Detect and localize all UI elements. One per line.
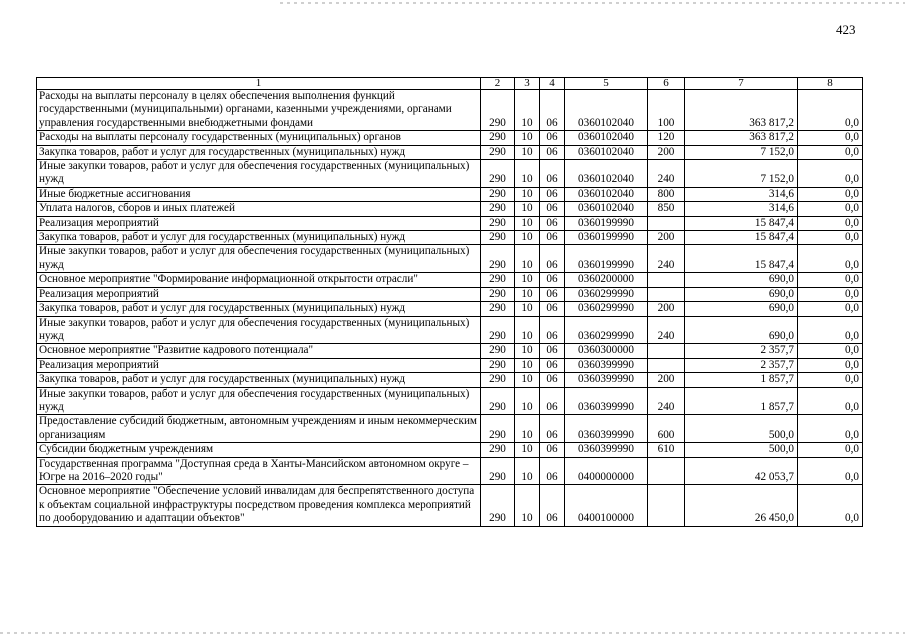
row-amount-cell: 314,6: [685, 187, 798, 201]
row-expense-type-cell: 850: [648, 202, 685, 216]
row-section-cell: 10: [515, 160, 540, 188]
row-amount-2-cell: 0,0: [798, 457, 863, 485]
row-target-article-cell: 0360399990: [565, 387, 648, 415]
row-subsection-cell: 06: [540, 287, 565, 301]
row-code-cell: 290: [481, 302, 515, 316]
row-expense-type-cell: 600: [648, 415, 685, 443]
row-code-cell: 290: [481, 145, 515, 159]
row-name-cell: Закупка товаров, работ и услуг для государственных (муниципальных) нужд: [37, 302, 481, 316]
row-subsection-cell: 06: [540, 415, 565, 443]
row-code-cell: 290: [481, 273, 515, 287]
row-name-cell: Государственная программа "Доступная среда в Ханты-Мансийском автономном округе – Югре на 2016–2020 годы": [37, 457, 481, 485]
row-amount-2-cell: 0,0: [798, 387, 863, 415]
row-amount-2-cell: 0,0: [798, 131, 863, 145]
page-number: 423: [836, 22, 856, 37]
row-section-cell: 10: [515, 316, 540, 344]
row-amount-2-cell: 0,0: [798, 316, 863, 344]
table-row: [37, 216, 863, 230]
row-expense-type-cell: 240: [648, 316, 685, 344]
row-name-cell: Закупка товаров, работ и услуг для государственных (муниципальных) нужд: [37, 373, 481, 387]
row-subsection-cell: 06: [540, 373, 565, 387]
table-row: [37, 316, 863, 344]
row-subsection-cell: 06: [540, 302, 565, 316]
row-amount-cell: 2 357,7: [685, 358, 798, 372]
row-expense-type-cell: 120: [648, 131, 685, 145]
row-code-cell: 290: [481, 245, 515, 273]
row-code-cell: 290: [481, 287, 515, 301]
row-code-cell: 290: [481, 443, 515, 457]
row-target-article-cell: 0360199990: [565, 216, 648, 230]
row-subsection-cell: 06: [540, 231, 565, 245]
row-target-article-cell: 0360102040: [565, 202, 648, 216]
row-name-cell: Основное мероприятие "Обеспечение условий инвалидам для беспрепятственного доступа к объектам социальной инфраструктуры посредством проведения комплекса мероприятий по дооборудованию и адаптации объектов": [37, 485, 481, 526]
table-row: [37, 287, 863, 301]
row-expense-type-cell: [648, 273, 685, 287]
row-target-article-cell: 0360299990: [565, 287, 648, 301]
row-name-cell: Предоставление субсидий бюджетным, автономным учреждениям и иным некоммерческим организациям: [37, 415, 481, 443]
row-code-cell: 290: [481, 358, 515, 372]
row-name-cell: Закупка товаров, работ и услуг для государственных (муниципальных) нужд: [37, 231, 481, 245]
row-amount-cell: 690,0: [685, 302, 798, 316]
row-section-cell: 10: [515, 457, 540, 485]
scan-artifact-top: [280, 2, 905, 4]
row-expense-type-cell: 800: [648, 187, 685, 201]
table-row: [37, 187, 863, 201]
table-row: [37, 131, 863, 145]
row-section-cell: 10: [515, 443, 540, 457]
row-amount-cell: 1 857,7: [685, 387, 798, 415]
row-target-article-cell: 0360399990: [565, 443, 648, 457]
row-subsection-cell: 06: [540, 187, 565, 201]
row-section-cell: 10: [515, 287, 540, 301]
header-cell: 8: [798, 78, 863, 90]
row-expense-type-cell: [648, 485, 685, 526]
row-code-cell: 290: [481, 485, 515, 526]
row-amount-cell: 690,0: [685, 273, 798, 287]
row-amount-2-cell: 0,0: [798, 90, 863, 131]
row-subsection-cell: 06: [540, 273, 565, 287]
row-subsection-cell: 06: [540, 131, 565, 145]
row-target-article-cell: 0360300000: [565, 344, 648, 358]
row-amount-cell: 15 847,4: [685, 231, 798, 245]
row-expense-type-cell: 610: [648, 443, 685, 457]
header-cell: 5: [565, 78, 648, 90]
row-target-article-cell: 0360102040: [565, 90, 648, 131]
header-cell: 2: [481, 78, 515, 90]
header-cell: 3: [515, 78, 540, 90]
row-expense-type-cell: 100: [648, 90, 685, 131]
row-amount-2-cell: 0,0: [798, 287, 863, 301]
row-subsection-cell: 06: [540, 443, 565, 457]
row-subsection-cell: 06: [540, 344, 565, 358]
row-name-cell: Основное мероприятие "Развитие кадрового потенциала": [37, 344, 481, 358]
row-name-cell: Иные закупки товаров, работ и услуг для обеспечения государственных (муниципальных) нужд: [37, 316, 481, 344]
row-amount-2-cell: 0,0: [798, 202, 863, 216]
row-amount-cell: 690,0: [685, 316, 798, 344]
table-row: [37, 387, 863, 415]
row-subsection-cell: 06: [540, 216, 565, 230]
header-cell: 7: [685, 78, 798, 90]
row-name-cell: Реализация мероприятий: [37, 287, 481, 301]
row-code-cell: 290: [481, 457, 515, 485]
row-code-cell: 290: [481, 187, 515, 201]
row-amount-cell: 363 817,2: [685, 131, 798, 145]
row-amount-cell: 363 817,2: [685, 90, 798, 131]
row-expense-type-cell: 200: [648, 373, 685, 387]
row-section-cell: 10: [515, 187, 540, 201]
table-row: [37, 415, 863, 443]
header-cell: 1: [37, 78, 481, 90]
row-code-cell: 290: [481, 373, 515, 387]
row-section-cell: 10: [515, 415, 540, 443]
row-section-cell: 10: [515, 202, 540, 216]
row-expense-type-cell: [648, 287, 685, 301]
table-row: [37, 485, 863, 526]
row-amount-2-cell: 0,0: [798, 443, 863, 457]
row-subsection-cell: 06: [540, 358, 565, 372]
row-amount-2-cell: 0,0: [798, 485, 863, 526]
row-section-cell: 10: [515, 145, 540, 159]
row-code-cell: 290: [481, 231, 515, 245]
row-expense-type-cell: [648, 344, 685, 358]
table-row: [37, 231, 863, 245]
row-amount-2-cell: 0,0: [798, 344, 863, 358]
table-row: [37, 373, 863, 387]
table-row: [37, 302, 863, 316]
row-amount-2-cell: 0,0: [798, 160, 863, 188]
row-amount-2-cell: 0,0: [798, 245, 863, 273]
row-target-article-cell: 0360102040: [565, 160, 648, 188]
row-code-cell: 290: [481, 387, 515, 415]
table-row: [37, 443, 863, 457]
row-code-cell: 290: [481, 90, 515, 131]
row-amount-cell: 15 847,4: [685, 216, 798, 230]
row-target-article-cell: 0360102040: [565, 131, 648, 145]
row-amount-cell: 1 857,7: [685, 373, 798, 387]
row-amount-2-cell: 0,0: [798, 358, 863, 372]
row-amount-2-cell: 0,0: [798, 187, 863, 201]
row-amount-cell: 690,0: [685, 287, 798, 301]
row-section-cell: 10: [515, 90, 540, 131]
row-expense-type-cell: 240: [648, 160, 685, 188]
row-code-cell: 290: [481, 160, 515, 188]
row-target-article-cell: 0360199990: [565, 231, 648, 245]
row-name-cell: Расходы на выплаты персоналу государственных (муниципальных) органов: [37, 131, 481, 145]
row-target-article-cell: 0360399990: [565, 358, 648, 372]
row-expense-type-cell: 200: [648, 145, 685, 159]
table-row: [37, 344, 863, 358]
table-row: [37, 202, 863, 216]
row-code-cell: 290: [481, 131, 515, 145]
row-name-cell: Уплата налогов, сборов и иных платежей: [37, 202, 481, 216]
row-subsection-cell: 06: [540, 457, 565, 485]
row-name-cell: Иные бюджетные ассигнования: [37, 187, 481, 201]
budget-table: [36, 77, 863, 527]
row-subsection-cell: 06: [540, 202, 565, 216]
row-amount-cell: 15 847,4: [685, 245, 798, 273]
row-amount-2-cell: 0,0: [798, 373, 863, 387]
row-subsection-cell: 06: [540, 145, 565, 159]
row-name-cell: Основное мероприятие "Формирование информационной открытости отрасли": [37, 273, 481, 287]
row-code-cell: 290: [481, 344, 515, 358]
row-code-cell: 290: [481, 415, 515, 443]
table-row: [37, 160, 863, 188]
table-row: [37, 145, 863, 159]
table-row: [37, 273, 863, 287]
row-subsection-cell: 06: [540, 245, 565, 273]
row-section-cell: 10: [515, 358, 540, 372]
row-expense-type-cell: 200: [648, 302, 685, 316]
row-amount-cell: 500,0: [685, 415, 798, 443]
row-subsection-cell: 06: [540, 387, 565, 415]
row-section-cell: 10: [515, 245, 540, 273]
row-name-cell: Расходы на выплаты персоналу в целях обеспечения выполнения функций государственными (муниципальными) органами, казенными учреждениями, органами управления государственными внебюджетными фондами: [37, 90, 481, 131]
row-target-article-cell: 0400100000: [565, 485, 648, 526]
row-amount-2-cell: 0,0: [798, 231, 863, 245]
row-name-cell: Закупка товаров, работ и услуг для государственных (муниципальных) нужд: [37, 145, 481, 159]
row-amount-cell: 7 152,0: [685, 145, 798, 159]
row-expense-type-cell: 240: [648, 387, 685, 415]
row-amount-cell: 314,6: [685, 202, 798, 216]
row-code-cell: 290: [481, 202, 515, 216]
row-name-cell: Реализация мероприятий: [37, 358, 481, 372]
scan-artifact-bottom: [0, 632, 905, 634]
row-code-cell: 290: [481, 316, 515, 344]
row-name-cell: Иные закупки товаров, работ и услуг для обеспечения государственных (муниципальных) нужд: [37, 245, 481, 273]
row-amount-cell: 7 152,0: [685, 160, 798, 188]
row-section-cell: 10: [515, 273, 540, 287]
row-target-article-cell: 0360299990: [565, 302, 648, 316]
row-code-cell: 290: [481, 216, 515, 230]
row-target-article-cell: 0360199990: [565, 245, 648, 273]
row-subsection-cell: 06: [540, 316, 565, 344]
row-name-cell: Иные закупки товаров, работ и услуг для обеспечения государственных (муниципальных) нужд: [37, 160, 481, 188]
row-amount-2-cell: 0,0: [798, 216, 863, 230]
row-subsection-cell: 06: [540, 160, 565, 188]
row-target-article-cell: 0400000000: [565, 457, 648, 485]
row-target-article-cell: 0360299990: [565, 316, 648, 344]
table-row: [37, 457, 863, 485]
row-name-cell: Иные закупки товаров, работ и услуг для обеспечения государственных (муниципальных) нужд: [37, 387, 481, 415]
row-section-cell: 10: [515, 216, 540, 230]
row-expense-type-cell: 240: [648, 245, 685, 273]
row-name-cell: Реализация мероприятий: [37, 216, 481, 230]
row-expense-type-cell: 200: [648, 231, 685, 245]
row-target-article-cell: 0360399990: [565, 415, 648, 443]
header-cell: 6: [648, 78, 685, 90]
row-amount-cell: 26 450,0: [685, 485, 798, 526]
row-amount-2-cell: 0,0: [798, 273, 863, 287]
row-expense-type-cell: [648, 358, 685, 372]
row-subsection-cell: 06: [540, 485, 565, 526]
table-row: [37, 245, 863, 273]
row-section-cell: 10: [515, 344, 540, 358]
row-amount-cell: 42 053,7: [685, 457, 798, 485]
table-body: [37, 90, 863, 527]
row-expense-type-cell: [648, 216, 685, 230]
row-amount-2-cell: 0,0: [798, 302, 863, 316]
row-section-cell: 10: [515, 302, 540, 316]
row-target-article-cell: 0360102040: [565, 187, 648, 201]
row-amount-cell: 500,0: [685, 443, 798, 457]
row-name-cell: Субсидии бюджетным учреждениям: [37, 443, 481, 457]
row-expense-type-cell: [648, 457, 685, 485]
row-target-article-cell: 0360200000: [565, 273, 648, 287]
row-section-cell: 10: [515, 373, 540, 387]
row-section-cell: 10: [515, 387, 540, 415]
header-cell: 4: [540, 78, 565, 90]
table-header-row: [37, 78, 863, 90]
row-section-cell: 10: [515, 131, 540, 145]
table-row: [37, 90, 863, 131]
row-subsection-cell: 06: [540, 90, 565, 131]
row-target-article-cell: 0360102040: [565, 145, 648, 159]
row-amount-2-cell: 0,0: [798, 415, 863, 443]
row-section-cell: 10: [515, 231, 540, 245]
row-section-cell: 10: [515, 485, 540, 526]
row-amount-cell: 2 357,7: [685, 344, 798, 358]
table-row: [37, 358, 863, 372]
row-amount-2-cell: 0,0: [798, 145, 863, 159]
row-target-article-cell: 0360399990: [565, 373, 648, 387]
